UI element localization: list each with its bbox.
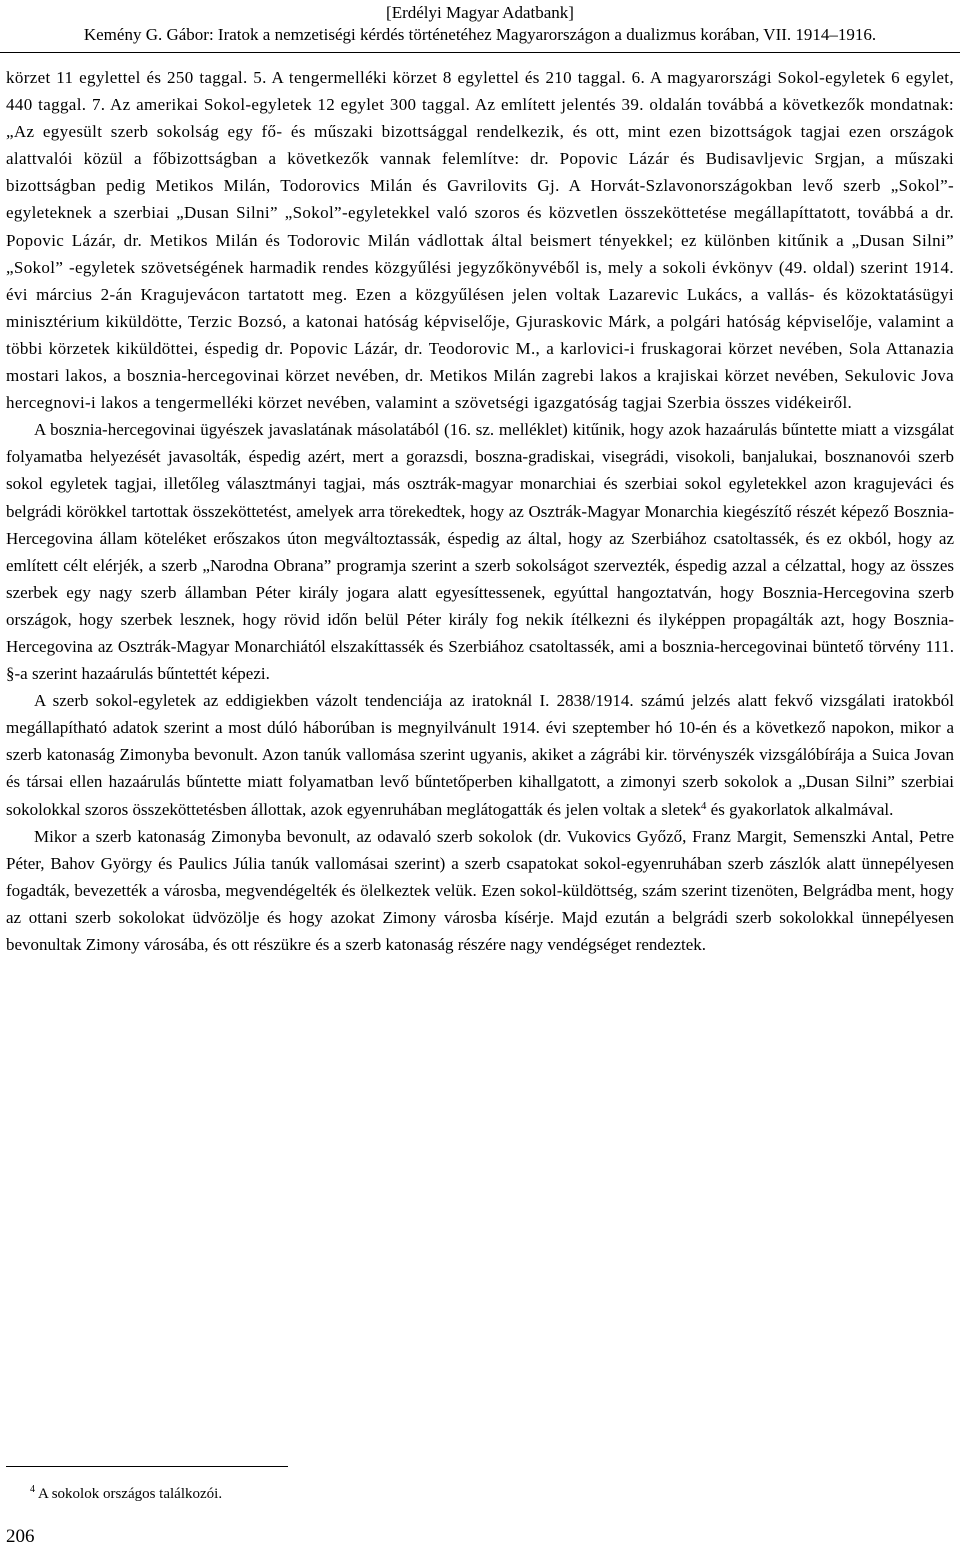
page-number: 206 [6, 1526, 35, 1547]
footnote-reference: 4 [700, 799, 707, 812]
footnote [30, 1484, 222, 1504]
paragraph-3-suffix: és gyakorlatok alkalmával. [710, 799, 894, 819]
paragraph-3 [6, 687, 954, 822]
paragraph-2: A bosznia-hercegovinai ügyészek javaslatának másolatából (16. sz. melléklet) kitűnik, hogy azok hazaárulás bűntette miatt a vizsgálat folyamatba helyezését javasolták, éspedig azért, mert a gorazsdi, boszna-gradiskai, visegrádi, visokoli, banjalukai, bosznanovói szerb sokol egyletek tagjai, illetőleg választmányi tagjai, más osztrák-magyar monarchiai és szerbiai sokol egyletekkel azon kragujeváci és belgrádi körökkel tartottak összeköttetést, amelyek arra törekedtek, hogy az Osztrák-Magyar Monarchia kiegészítő részét képező Bosznia-Hercegovina állam köteléket erőszakos úton megváltoztassák, éspedig az által, hogy az Szerbiához csatoltassék, és ez okból, hogy az említett célt elérjék, a szerb „Narodna Obrana” programja szerint a szerb sokolságot szervezték, éspedig azzal a célzattal, hogy az összes szerbek egy nagy szerb államban Péter király jogara alatt egyesíttessenek, egyúttal hangoztatván, hogy Bosznia-Hercegovina szerb országok, hogy szerbek lesznek, hogy rövid időn belül Péter király fog nekik ítélkezni és ilyképpen propagálták azt, hogy Bosznia-Hercegovina az Osztrák-Magyar Monarchiától elszakíttassék és Szerbiához csatoltassék, ami a bosznia-hercegovinai büntető törvény 111. §-a szerint hazaárulás bűntettét képezi. [6, 420, 954, 684]
paragraph-3-text: A szerb sokol-egyletek az eddigiekben vázolt tendenciája az iratoknál I. 2838/1914. számú jelzés alatt fekvő vizsgálati iratokból megállapítható adatok szerint a most dúló háborúban is megnyilvánult 1914. évi szeptember hó 10-én és a következő napokon, mikor a szerb katonaság Zimonyba bevonult. Azon tanúk vallomása szerint ugyanis, akiket a zágrábi kir. törvényszék vizsgálóbírája a Suica Jovan és társai ellen hazaárulás bűntette miatt folyamatban levő bűntetőperben kihallgatott, a zimonyi szerb sokolok a „Dusan Silni” szerbiai sokolokkal szoros összeköttetésben állottak, azok egyenruhában meglátogatták és jelen voltak a sletek [6, 691, 954, 819]
main-text [6, 64, 954, 958]
footnote-text: A sokolok országos találkozói. [37, 1486, 223, 1502]
page-header [0, 2, 960, 46]
header-title: Kemény G. Gábor: Iratok a nemzetiségi kérdés történetéhez Magyarországon a dualizmus korában, VII. 1914–1916. [83, 25, 877, 44]
footnote-divider [6, 1466, 288, 1467]
paragraph-4: Mikor a szerb katonaság Zimonyba bevonult, az odavaló szerb sokolok (dr. Vukovics Győző, Franz Margit, Semenszki Antal, Petre Péter, Bahov György és Paulics Júlia tanúk vallomásai szerint) a szerb csapatokat sokol-egyenruhában szerb zászlók alatt ünnepélyesen fogadták, bevezették a városba, megvendégelték és ölelkeztek velük. Ezen sokol-küldöttség, szám szerint tizenöten, Belgrádba ment, hogy az ottani szerb sokolokat üdvözölje és hogy azokat Zimony városba kísérje. Majd ezután a belgrádi szerb sokolokkal ünnepélyesen bevonultak Zimony városába, és ott részükre és a szerb katonaság részére nagy vendégséget rendeztek. [6, 826, 954, 954]
header-divider [0, 52, 960, 53]
header-source: [Erdélyi Magyar Adatbank] [386, 3, 574, 22]
footnote-marker: 4 [30, 1484, 35, 1495]
paragraph-1: körzet 11 egylettel és 250 taggal. 5. A tengermelléki körzet 8 egylettel és 210 taggal. 6. A magyarországi Sokol-egyletek 6 egylet, 440 taggal. 7. Az amerikai Sokol-egyletek 12 egylet 300 taggal. Az említett jelentés 39. oldalán továbbá a következők mondatnak: „Az egyesült szerb sokolság egy fő- és műszaki bizottsággal rendelkezik, és ott, mint ezen bizottságok tagjai ezen országok alattvalói közül a főbizottságban a következők vannak felemlítve: dr. Popovic Lázár és Budisavljevic Srgjan, a műszaki bizottságban pedig Metikos Milán, Todorovics Milán és Gavrilovits Gj. A Horvát-Szlavonországokban levő szerb „Sokol”-egyleteknek a szerbiai „Dusan Silni” „Sokol”-egyletekkel való szoros és közvetlen összeköttetése megállapíttatott, továbbá a dr. Popovic Lázár, dr. Metikos Milán és Todorovic Milán vádlottak által beismert tényekkel; ez különben kitűnik a „Dusan Silni” „Sokol” -egyletek szövetségének harmadik rendes közgyűlési jegyzőkönyvéből is, mely a sokoli évkönyv (49. oldal) szerint 1914. évi március 2-án Kragujevácon tartatott meg. Ezen a közgyűlésen jelen voltak Lazarevic Lukács, a vallás- és közoktatásügyi minisztérium kiküldötte, Terzic Bozsó, a katonai hatóság képviselője, Gjuraskovic Márk, a polgári hatóság képviselője, valamint a többi körzetek kiküldöttei, éspedig dr. Popovic Lázár, dr. Teodorovic M., a karlovici-i fruskagorai körzet nevében, Sola Attanazia mostari lakos, a bosznia-hercegovinai körzet nevében, dr. Metikos Milán zagrebi lakos a krajiskai körzet nevében, Sekulovic Jova hercegnovi-i lakos a tengermelléki körzet nevében, valamint a szövetségi igazgatóság tagjai Szerbia összes vidékeiről. [6, 68, 954, 413]
